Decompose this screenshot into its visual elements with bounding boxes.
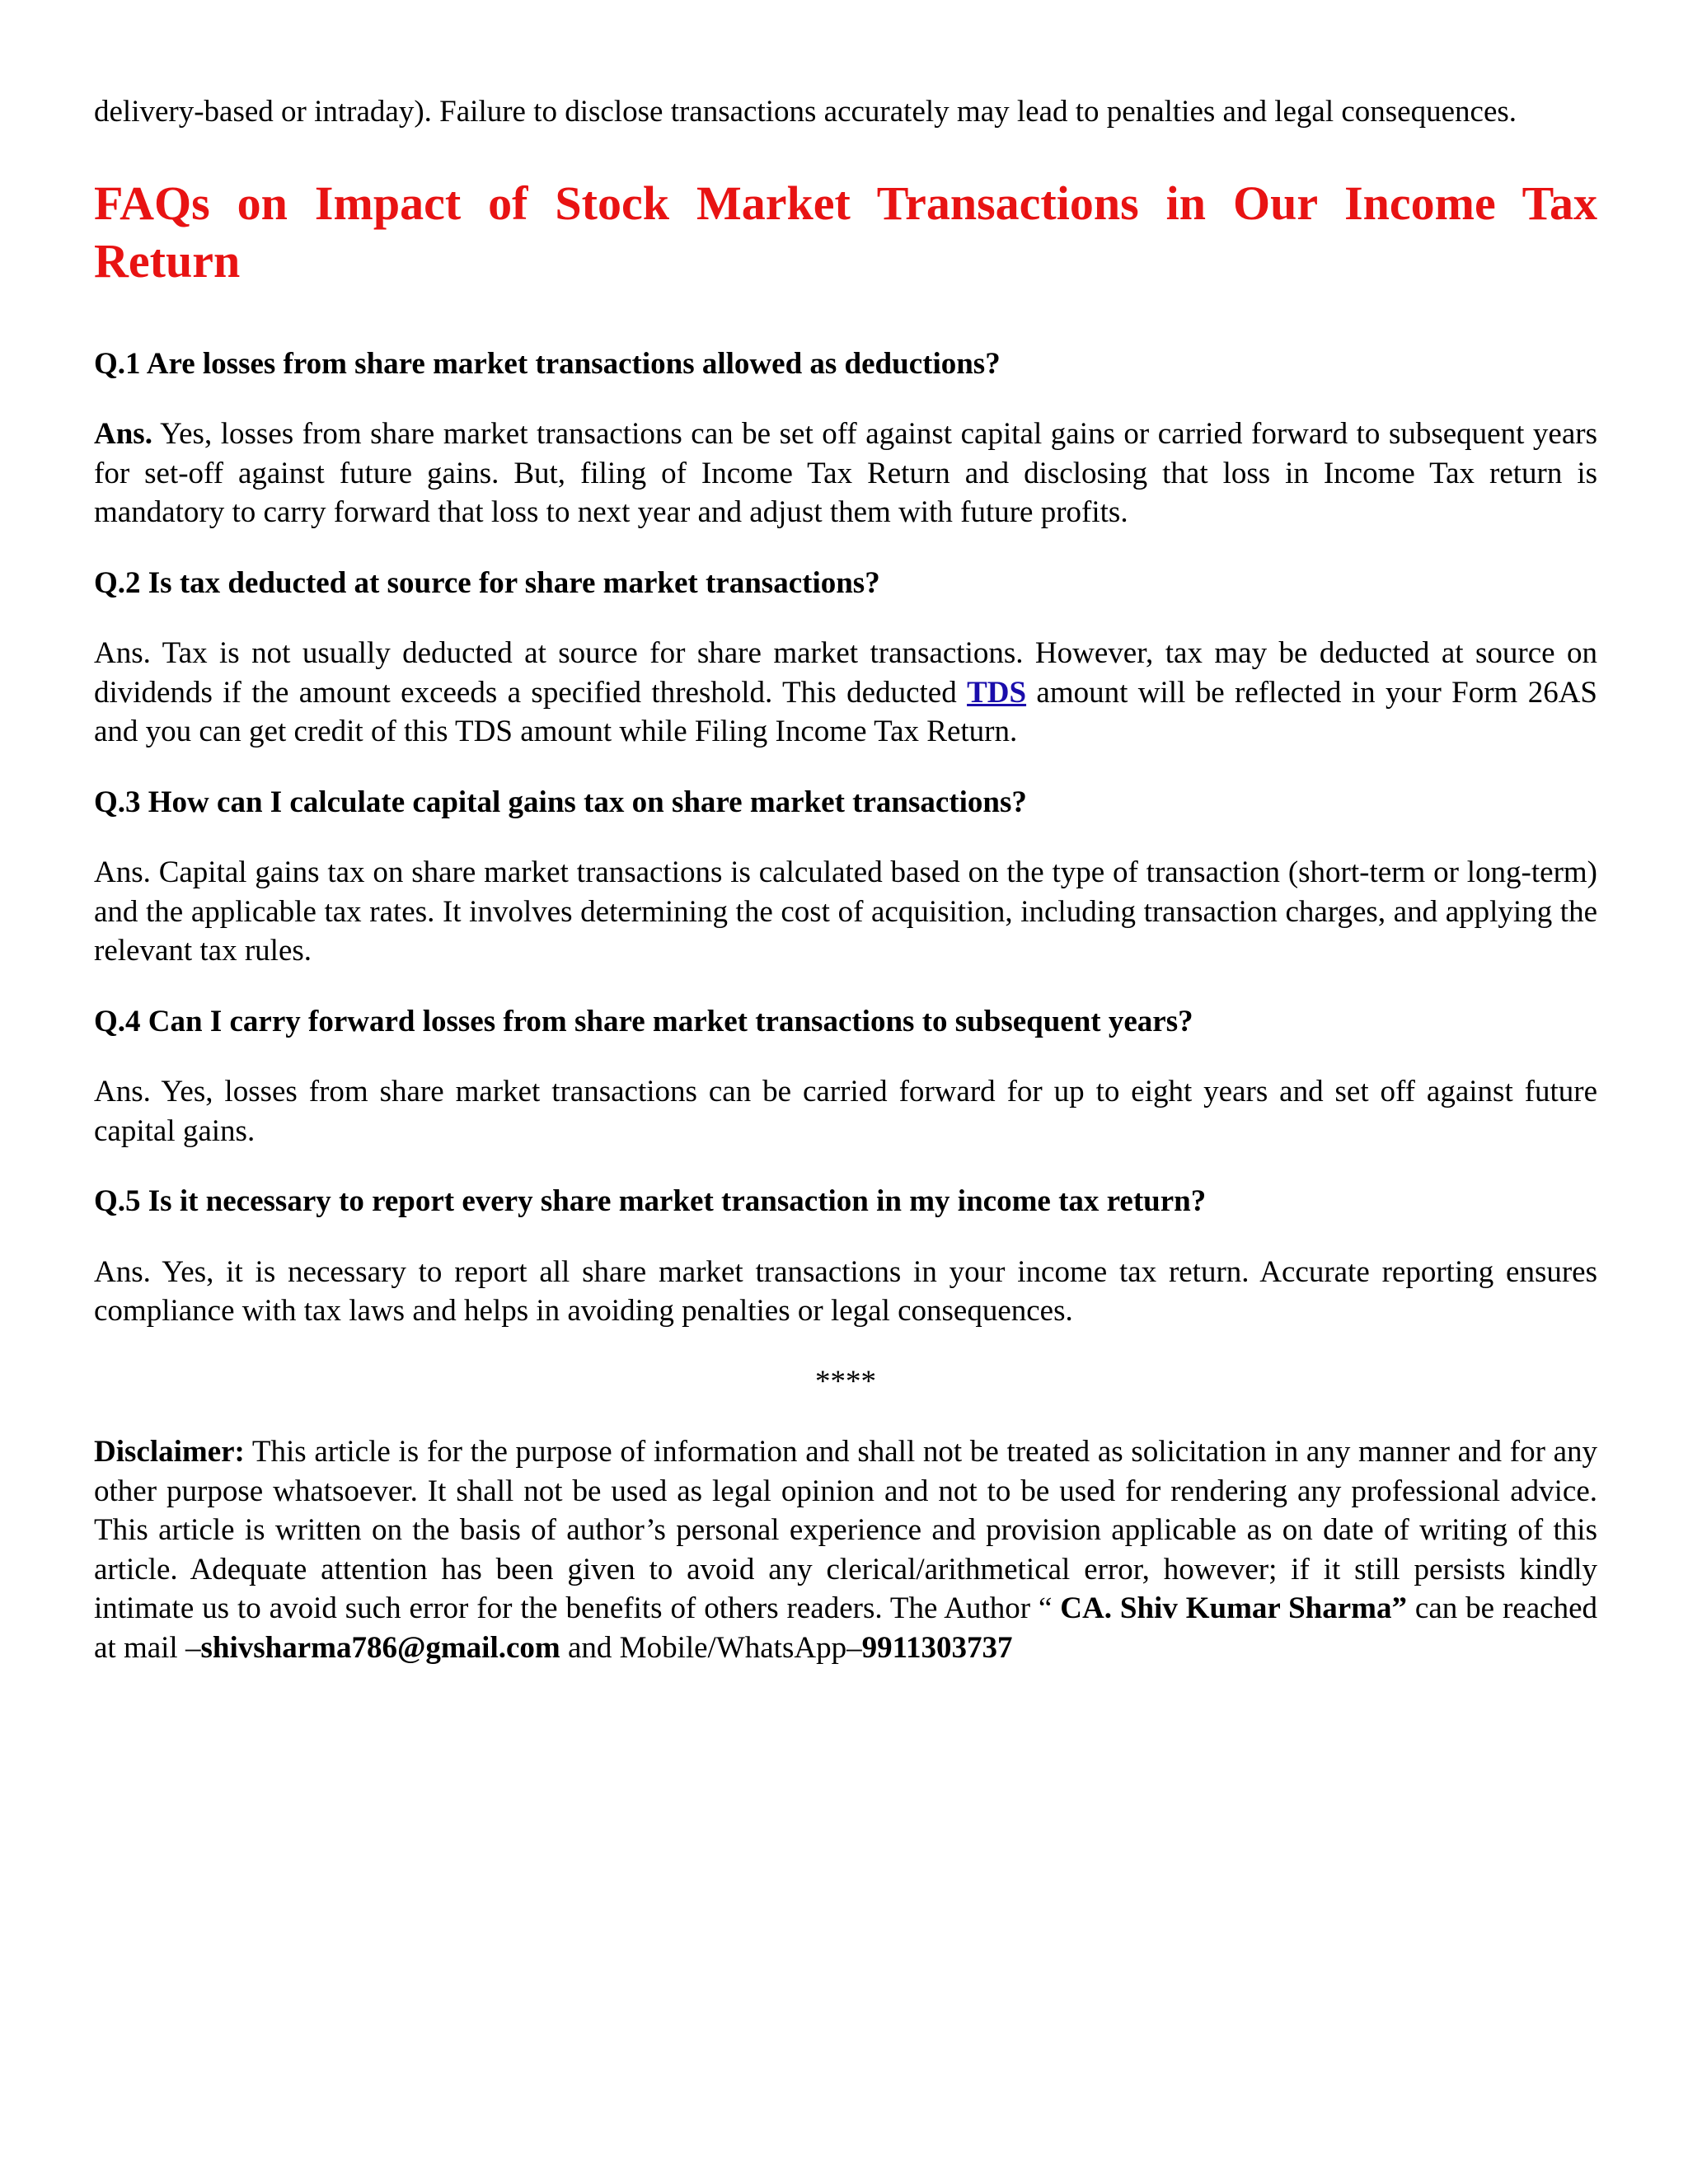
faq-heading: FAQs on Impact of Stock Market Transactions in Our Income Tax Return	[94, 176, 1597, 288]
disclaimer-text: This article is for the purpose of information and shall not be treated as solicitation in any manner and for any other purpose whatsoever. It shall not be used as legal opinion and not to be used for rendering any professional advice. This article is written on the basis of author’s personal experience and provision applicable as on date of writing of this article. Adequate attention has been given to avoid any clerical/arithmetical error, however; if it still persists kindly intimate us to avoid such error for the benefits of others readers. The Author “	[94, 1435, 1597, 1625]
intro-paragraph: delivery-based or intraday). Failure to disclose transactions accurately may lead to penalties and legal consequences.	[94, 95, 1517, 129]
author-name: CA. Shiv Kumar Sharma”	[1060, 1591, 1407, 1625]
faq-answer-1	[94, 415, 1597, 532]
document-page	[94, 92, 1597, 1667]
faq-answer-4: Ans. Yes, losses from share market transactions can be carried forward for up to eight years and set off against future capital gains.	[94, 1075, 1597, 1148]
faq-question-4: Q.4 Can I carry forward losses from share market transactions to subsequent years?	[94, 1004, 1193, 1038]
disclaimer-paragraph	[94, 1432, 1597, 1667]
author-phone: 9911303737	[861, 1630, 1013, 1665]
faq-question-3: Q.3 How can I calculate capital gains tax on share market transactions?	[94, 785, 1027, 819]
section-divider: ****	[815, 1364, 876, 1399]
tds-link[interactable]: TDS	[967, 675, 1027, 710]
faq-question-5: Q.5 Is it necessary to report every share market transaction in my income tax return?	[94, 1184, 1207, 1218]
answer-text: Yes, losses from share market transactions can be set off against capital gains or carried forward to subsequent years for set-off against future gains. But, filing of Income Tax Return and disclosing that loss in Income Tax return is mandatory to carry forward that loss to next year and adjust them with future profits.	[94, 417, 1597, 529]
mobile-text: and Mobile/WhatsApp–	[560, 1630, 862, 1665]
author-email: shivsharma786@gmail.com	[200, 1630, 560, 1665]
answer-text-before-link: Ans. Tax is not usually deducted at source for share market transactions. However, tax may be deducted at source on dividends if the amount exceeds a specified threshold. This deducted	[94, 636, 1597, 710]
disclaimer-label: Disclaimer:	[94, 1435, 245, 1469]
faq-answer-2	[94, 634, 1597, 752]
faq-answer-3: Ans. Capital gains tax on share market transactions is calculated based on the type of transaction (short-term or long-term) and the applicable tax rates. It involves determining the cost of acquisition, including transaction charges, and applying the relevant tax rules.	[94, 855, 1597, 968]
faq-question-2: Q.2 Is tax deducted at source for share market transactions?	[94, 565, 880, 600]
answer-lead: Ans.	[94, 417, 152, 451]
faq-question-1: Q.1 Are losses from share market transactions allowed as deductions?	[94, 346, 1001, 381]
faq-answer-5: Ans. Yes, it is necessary to report all share market transactions in your income tax return. Accurate reporting ensures compliance with tax laws and helps in avoiding penalties or legal consequences.	[94, 1254, 1597, 1328]
mail-text: can be reached at mail –	[94, 1591, 1597, 1665]
answer-text-after-link: amount will be reflected in your Form 26AS and you can get credit of this TDS amount while Filing Income Tax Return.	[94, 675, 1597, 748]
